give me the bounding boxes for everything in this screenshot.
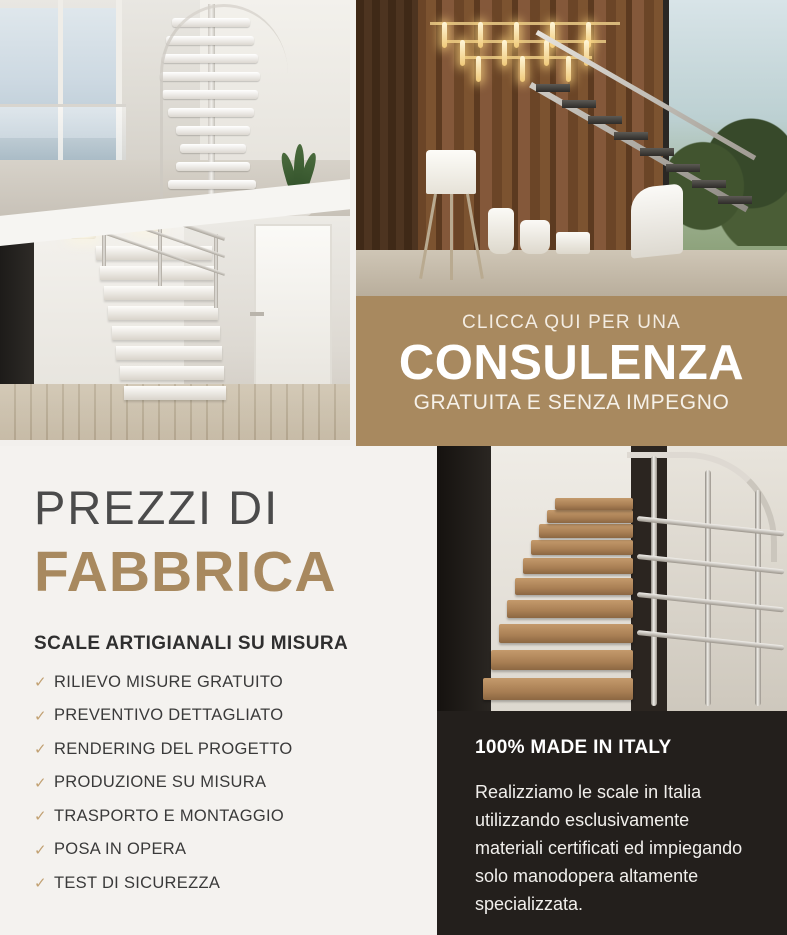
- photo-bottom-right: [437, 446, 787, 711]
- check-icon: ✓: [34, 674, 47, 692]
- service-list: [34, 673, 407, 893]
- stair-tread: [104, 286, 216, 300]
- chandelier-arm: [446, 40, 606, 43]
- photo-top-right: [356, 0, 787, 296]
- check-icon: ✓: [34, 741, 47, 759]
- list-item: [34, 874, 407, 893]
- spiral-handrail: [160, 4, 288, 214]
- list-item-label: PRODUZIONE SU MISURA: [54, 773, 267, 792]
- vase: [520, 220, 550, 254]
- stair-tread: [536, 84, 570, 92]
- list-item-label: PREVENTIVO DETTAGLIATO: [54, 706, 284, 725]
- stair-tread: [640, 148, 674, 156]
- chandelier-bulb: [478, 22, 483, 48]
- stair-tread: [116, 346, 222, 360]
- check-icon: ✓: [34, 808, 47, 826]
- list-item-label: RENDERING DEL PROGETTO: [54, 739, 293, 758]
- stair-tread: [112, 326, 220, 340]
- stair-tread: [515, 578, 633, 595]
- list-item: [34, 840, 407, 859]
- check-icon: ✓: [34, 841, 47, 859]
- check-icon: ✓: [34, 774, 47, 792]
- chandelier-bulb: [566, 56, 571, 82]
- stair-tread: [108, 306, 218, 320]
- list-item-label: POSA IN OPERA: [54, 840, 187, 859]
- check-icon: ✓: [34, 875, 47, 893]
- chandelier-arm: [462, 56, 592, 59]
- stainless-steel-railing: [627, 446, 777, 711]
- glass-balustrade: [0, 104, 126, 166]
- check-icon: ✓: [34, 707, 47, 725]
- page-subtitle: SCALE ARTIGIANALI SU MISURA: [34, 632, 349, 654]
- cta-top-line: CLICCA QUI PER UNA: [461, 312, 682, 333]
- chandelier-bulb: [544, 40, 549, 66]
- decor-box: [556, 232, 590, 254]
- chandelier-bulb: [476, 56, 481, 82]
- stair-tread: [614, 132, 648, 140]
- made-in-italy-panel: [437, 711, 787, 935]
- cta-headline: CONSULENZA: [398, 336, 745, 390]
- stair-tread: [100, 266, 214, 280]
- list-item: [34, 740, 407, 759]
- lamp-leg: [450, 194, 453, 280]
- stair-tread: [523, 558, 633, 574]
- tripod-floor-lamp: [422, 150, 480, 280]
- list-item-label: RILIEVO MISURE GRATUITO: [54, 672, 284, 691]
- cta-subline: GRATUITA E SENZA IMPEGNO: [413, 391, 730, 415]
- stair-tread: [547, 510, 633, 523]
- stair-tread: [507, 600, 633, 618]
- stair-tread: [692, 180, 726, 188]
- stair-tread: [718, 196, 752, 204]
- list-item: [34, 673, 407, 692]
- chandelier-arm: [430, 22, 620, 25]
- chandelier-bulb: [520, 56, 525, 82]
- stair-tread: [499, 624, 633, 643]
- lamp-shade: [426, 150, 476, 194]
- list-item-label: TRASPORTO E MONTAGGIO: [54, 806, 284, 825]
- stair-tread: [483, 678, 633, 700]
- chandelier-bulb: [502, 40, 507, 66]
- page-title-line-2: FABBRICA: [34, 540, 337, 604]
- straight-staircase: [96, 246, 276, 406]
- stair-tread: [124, 386, 226, 400]
- list-item-label: TEST DI SICUREZZA: [54, 873, 221, 892]
- chandelier-bulb: [514, 22, 519, 48]
- stair-tread: [588, 116, 622, 124]
- cta-banner[interactable]: [356, 296, 787, 446]
- list-item: [34, 773, 407, 792]
- stair-tread: [666, 164, 700, 172]
- lamp-leg: [419, 194, 437, 279]
- chandelier-bulb: [460, 40, 465, 66]
- photo-interior-staircase: [0, 216, 350, 440]
- list-item: [34, 706, 407, 725]
- made-in-italy-body: Realizziamo le scale in Italia utilizzando esclusivamente materiali certificati ed impiegando solo manodopera altamente specializzata.: [475, 782, 743, 914]
- railing-post: [651, 456, 657, 706]
- armchair: [631, 183, 683, 258]
- stair-tread: [120, 366, 224, 380]
- stair-tread: [562, 100, 596, 108]
- stair-tread: [491, 650, 633, 670]
- stair-tread: [555, 498, 633, 510]
- page-title-line-1: PREZZI DI: [34, 481, 280, 534]
- railing-post: [705, 470, 711, 706]
- list-item: [34, 807, 407, 826]
- chandelier-bulb: [442, 22, 447, 48]
- made-in-italy-title: 100% MADE IN ITALY: [475, 737, 672, 758]
- offer-panel: [0, 446, 437, 935]
- railing-post: [755, 490, 761, 706]
- stair-tread: [539, 524, 633, 538]
- photo-top-left: [0, 0, 350, 440]
- stair-tread: [531, 540, 633, 555]
- vase: [488, 208, 514, 254]
- decor-vases: [488, 198, 598, 254]
